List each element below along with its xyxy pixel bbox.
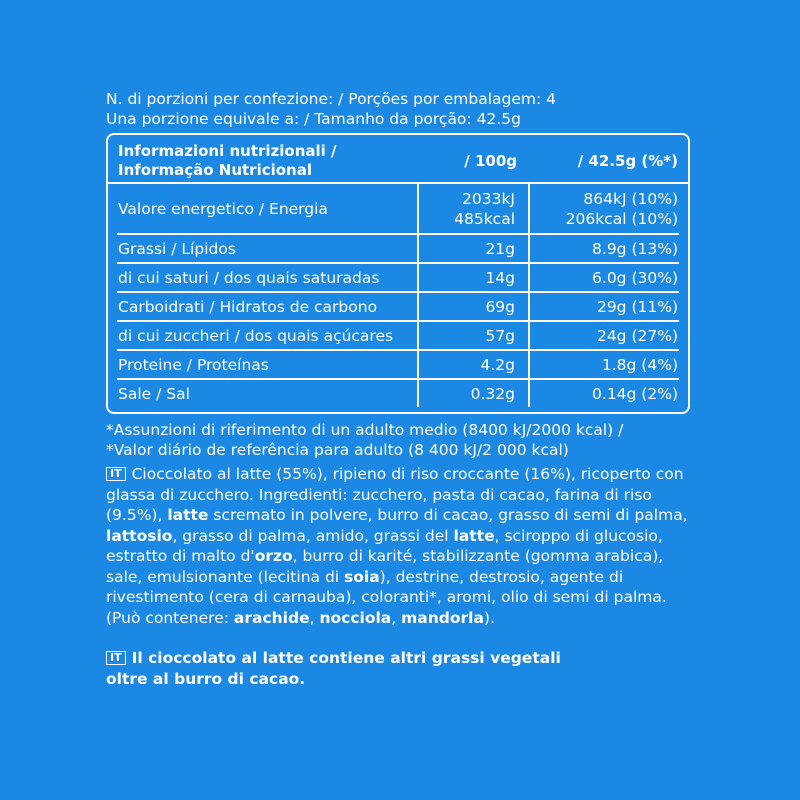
allergen: arachide — [233, 608, 310, 627]
row-label: Valore energetico / Energia — [108, 184, 419, 233]
energy-kcal-100: 485kcal — [454, 209, 515, 228]
allergen: soia — [344, 567, 380, 586]
row-label: di cui saturi / dos quais saturadas — [108, 264, 419, 291]
allergen: orzo — [254, 547, 293, 565]
table-row — [108, 322, 688, 349]
row-label: Sale / Sal — [108, 380, 419, 407]
row-per100: 14g — [419, 264, 530, 291]
header-per100: / 100g — [464, 151, 517, 170]
row-per100: 57g — [419, 322, 530, 349]
row-per-portion: 1.8g (4%) — [601, 355, 678, 374]
table-row — [108, 380, 688, 407]
table-row — [108, 235, 688, 262]
note-it: *Assunzioni di riferimento di un adulto medio (8400 kJ/2000 kcal) / — [106, 421, 624, 439]
table-row — [108, 264, 688, 291]
ingredients-text — [106, 464, 698, 628]
ingredient-text: scremato in polvere, burro di cacao, grasso di semi di palma, — [208, 506, 688, 524]
table-row — [108, 351, 688, 378]
ingredient-text: , — [391, 608, 402, 627]
header-per-portion: / 42.5g (%*) — [577, 151, 678, 170]
row-label: di cui zuccheri / dos quais açúcares — [108, 322, 419, 349]
table-row — [108, 293, 688, 320]
fat-statement — [106, 648, 566, 690]
note-pt: *Valor diário de referência para adulto (8 400 kJ/2 000 kcal) — [106, 441, 569, 459]
nutrition-label — [106, 89, 698, 690]
row-per-portion: 6.0g (30%) — [592, 268, 678, 287]
portion-info — [106, 89, 698, 129]
language-badge: IT — [106, 467, 126, 481]
table-row — [108, 184, 688, 233]
ingredient-text: Cioccolato al latte (55%), ripieno di riso croccante (16%), ricoperto con glassa di zucchero. Ingredienti: zucchero, pasta di cacao, farina di riso (9.5%), — [106, 465, 684, 524]
header-label-it: Informazioni nutrizionali / — [118, 142, 337, 160]
ingredient-text: , sciroppo di glucosio, estratto di malto d' — [106, 526, 663, 565]
row-per-portion: 0.14g (2%) — [592, 384, 678, 403]
row-per-portion: 8.9g (13%) — [592, 239, 678, 258]
energy-kj-portion: 864kJ (10%) — [583, 189, 678, 208]
servings-per-pack: N. di porzioni per confezione: / Porções por embalagem: 4 — [106, 90, 557, 108]
row-per100: 21g — [419, 235, 530, 262]
ingredient-text: ). — [483, 608, 495, 627]
serving-size: Una porzione equivale a: / Tamanho da porção: 42.5g — [106, 110, 521, 128]
row-per100: 69g — [419, 293, 530, 320]
row-label: Grassi / Lípidos — [108, 235, 419, 262]
header-label-pt: Informação Nutricional — [118, 161, 313, 179]
allergen: nocciola — [319, 608, 392, 627]
row-label: Proteine / Proteínas — [108, 351, 419, 378]
ingredient-text: , — [309, 608, 320, 627]
row-per100: 0.32g — [419, 380, 530, 407]
language-badge: IT — [106, 651, 126, 665]
ingredient-text: , grasso di palma, amido, grassi del — [172, 526, 454, 545]
allergen: mandorla — [401, 608, 484, 627]
allergen: lattosio — [106, 526, 173, 545]
reference-intake-note — [106, 420, 698, 460]
statement-text: Il cioccolato al latte contiene altri grassi vegetali oltre al burro di cacao. — [106, 649, 561, 688]
table-header — [108, 140, 688, 182]
row-label: Carboidrati / Hidratos de carbono — [108, 293, 419, 320]
row-per-portion: 29g (11%) — [596, 297, 678, 316]
row-per-portion: 24g (27%) — [596, 326, 678, 345]
ingredient-text: ), destrine, destrosio, agente di rivestimento (cera di carnauba), coloranti*, aromi, olio di semi di palma. (Può contenere: — [106, 567, 667, 627]
allergen: latte — [167, 506, 209, 524]
energy-kj-100: 2033kJ — [462, 189, 515, 208]
nutrition-table — [106, 133, 690, 414]
row-per100: 4.2g — [419, 351, 530, 378]
energy-kcal-portion: 206kcal (10%) — [565, 209, 678, 228]
allergen: latte — [453, 526, 495, 545]
ingredient-text: , burro di karité, stabilizzante (gomma arabica), sale, emulsionante (lecitina di — [106, 547, 664, 586]
